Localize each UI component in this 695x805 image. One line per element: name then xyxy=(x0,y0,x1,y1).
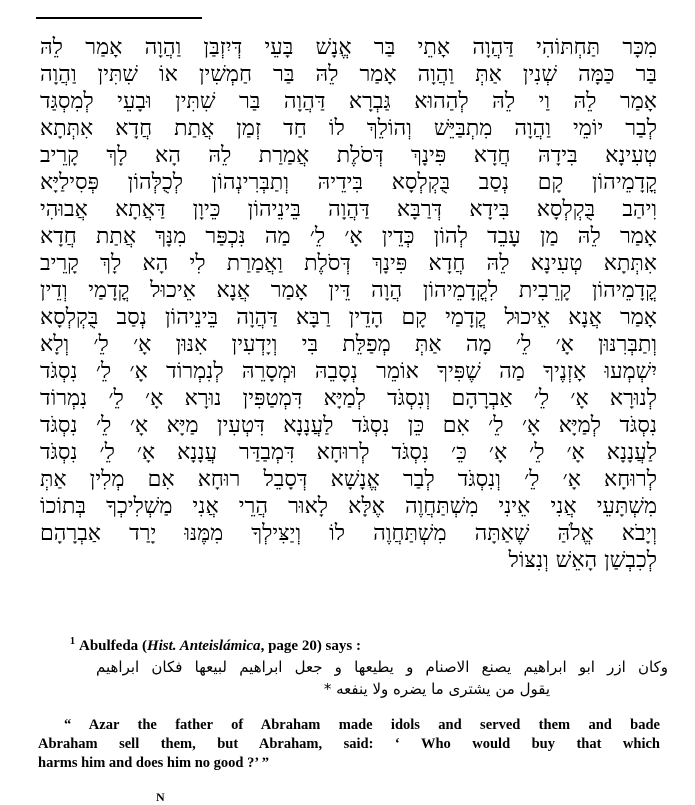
hebrew-line: לְרוּחָא אָ׳ לֵ׳ וְנִסְגֹּד לְבַר אֱנָשָׁא דְּסָבֵל רוּחָא אִם מְלִין אַתְּ xyxy=(40,467,657,492)
hebrew-line: יִשְׁמְעוּ אָזְנֶיךָ מַה שֶׁפִּיךָ אוֹמֵר נְסָבֵהּ וּמְסָרֵהּ לְנִמְרוֹד אָ׳ לֵ׳ נִסְגֹּד xyxy=(40,359,657,384)
hebrew-line: לַעֲנָנָא אָ׳ לֵ׳ אָ׳ כֵּ׳ נִסְגֹּד לְרוּחָא דִּמְבַדַּר עֲנָנָא אָ׳ לֵ׳ נִסְגֹּד xyxy=(40,440,657,465)
hebrew-line: טְעִינָא בִּידָהּ חֲדָא פִּינָךְ דְּסֹלֶת אֲמַרַת לֵהּ הָא לָךְ קָרֵיב xyxy=(40,143,657,168)
hebrew-line: לְבַר יוֹמֵי וַהֲוָה מִתְבַּיֵּשׁ וְהוֹלֵךְ לוֹ חַד זְמַן אֲתַת חֲדָא אִתְּתָא xyxy=(40,116,657,141)
hebrew-line: נִסְגֹּד לְמַיָּא אָ׳ לֵ׳ אִם כֵּן נִסְגֹּד לַעֲנָנָא דִּטְעִין מַיָּא אָ׳ לֵ׳ נִסְגֹּד xyxy=(40,413,657,438)
hebrew-line: קֳדָמֵיהוֹן קָם נְסַב בֻּקְלְסָא בִּידֵיהּ וְתַבְּרִינְהוֹן לְכֻלְּהוֹן פְּסִילַיָּא xyxy=(40,170,657,195)
footnote-author: Abulfeda xyxy=(79,638,139,654)
arabic-line: وكان ازر ابو ابراهيم يصنع الاصنام و يطيعها و جعل ابراهيم لبيعها فكان ابراهيم xyxy=(96,658,668,676)
translation-line: Abraham sell them, but Abraham, said: ‘ Who would buy that which xyxy=(38,736,660,752)
translation-line-last: harms him and does him no good ?’ ” xyxy=(38,755,269,771)
translation-line: “ Azar the father of Abraham made idols and served them and bade xyxy=(64,717,660,733)
hebrew-line: אָמַר לֵהּ וַי לֵהּ לְהַהוּא גַּבְרָא דַּהֲוָה בַּר שִׁתִּין וּבָעֵי לְמִסְגַּד xyxy=(40,89,657,114)
hebrew-line: אָמַר אֲנָא אֵיכוּל קֳדָמַי קָם הָדֵין רַבָּא דַּהֲוָה בֵּינֵיהוֹן נְסַב בֻּקְלְסָא xyxy=(40,305,657,330)
hebrew-line: וְתַבְּרִנּוּן אָ׳ לֵ׳ מָה אַתְּ מְפַלֵּת בִּי וְיָדְעִין אִנּוּן אָ׳ לֵ׳ וְלָא xyxy=(40,332,657,357)
arabic-quote-block xyxy=(96,656,668,700)
footnote-heading: $^1$ Abulfeda (Hist. Anteislámica, page 20) says : xyxy=(70,636,361,654)
hebrew-text-block xyxy=(40,34,657,574)
signature-mark: N xyxy=(156,790,165,804)
hebrew-line: בַּר כַּמָּה שְׁנִין אַתְּ וַהֲוָה אָמַר לֵהּ בַּר חַמְשִׁין אוֹ שִׁתִּין וַהֲוָה xyxy=(40,62,657,87)
hebrew-line: מִכָּר תַּחְתּוֹהִי דַּהֲוָה אָתֵי בַּר אֱנָשׁ בָּעֵי דְּיִזְבַּן וַהֲוָה אָמַר לֵהּ xyxy=(40,35,657,60)
hebrew-line: מִשְׁתָּעֵי אֲנִי אֵינִי מִשְׁתַּחֲוֶה אֶלָּא לָאוּר הֲרֵי אֲנִי מַשְׁלִיכְךָ בְּתוֹכוֹ xyxy=(40,494,657,519)
hebrew-line: וְיָבֹא אֱלֹהַּ שֶׁאַתָּה מִשְׁתַּחֲוֶה לוֹ וְיַצִּילְךָ מִמֶּנּוּ יָרַד אַבְרָהָם xyxy=(40,521,657,546)
arabic-line-last: يقول من يشترى ما يضره ولا ينفعه * xyxy=(323,680,550,698)
hebrew-line: אִתְּתָא טְעִינָא לֵהּ חֲדָא פִּינָךְ דְּסֹלֶת וַאֲמַרַת לִי הָא לָךְ קָרֵיב xyxy=(40,251,657,276)
footnote-citation-page: , page 20) says : xyxy=(260,638,361,654)
hebrew-line: וִיהַב בֻּקְלְסָא בִּידָא דְּרַבָּא דַּהֲוָה בֵּינֵיהוֹן כֵּיוָן דַּאֲתָא אֲבוּהִי xyxy=(40,197,657,222)
english-translation xyxy=(38,716,660,773)
footnote-marker: 1 xyxy=(70,636,75,647)
hebrew-line: אָמַר לֵהּ מַן עָבֵד לְהוֹן כְּדֵין אָ׳ לֵ׳ מַה נִּכְפַּר מִנָּךְ אֲתַת חֲדָא xyxy=(40,224,657,249)
hebrew-line: לְנוּרָא אָ׳ לֵ׳ אַבְרָהָם וְנִסְגֹּד לְמַיָּא דִּמְטַפִּין נוּרָא אָ׳ לֵ׳ נִמְרוֹד xyxy=(40,386,657,411)
hebrew-line-last: לְכִבְשַׁן הָאֵשׁ וְנִצּוֹל xyxy=(508,548,657,573)
top-rule-divider xyxy=(36,17,202,19)
hebrew-line: קֳדָמֵיהוֹן קָרֵבִית לִקֳדָמֵיהוֹן הֲוָה דֵּין אָמַר אֲנָא אֵיכוּל קֳדָמַי וְדֵין xyxy=(40,278,657,303)
footnote-citation-title: Hist. Anteislámica xyxy=(146,638,261,654)
